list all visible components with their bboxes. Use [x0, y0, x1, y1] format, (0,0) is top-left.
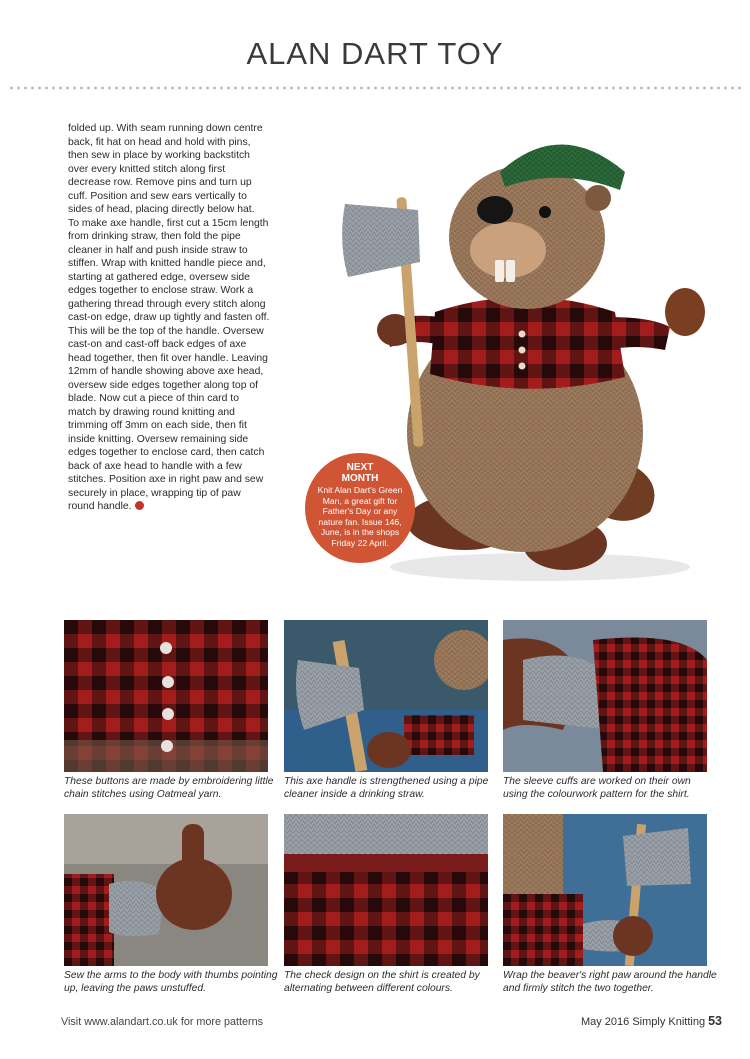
footer-website: Visit www.alandart.co.uk for more patterns: [61, 1016, 264, 1028]
article-body: [68, 122, 270, 514]
photo-paw-axe: [503, 814, 707, 966]
next-month-text: Knit Alan Dart's Green Man, a great gift for Father's Day or any nature fan. Issue 146, June, is in the shops Friday 22 April.: [317, 485, 403, 548]
photo-caption: The sleeve cuffs are worked on their own using the colourwork pattern for the shirt.: [503, 776, 691, 800]
next-month-heading: NEXT MONTH: [341, 462, 379, 484]
photo-arm-paw: [64, 814, 268, 966]
photo-caption: This axe handle is strengthened using a pipe cleaner inside a drinking straw.: [284, 776, 489, 800]
article-paragraph: folded up. With seam running down centre back, fit hat on head and hold with pins, then sew in place by working backstitch over every knitted stitch along first decrease row. Remove pins and turn up cuff. Position and sew ears vertically to sides of head, placing directly below hat.: [68, 123, 263, 215]
page-number: 53: [708, 1014, 722, 1028]
photo-axe-handle: [284, 620, 488, 772]
photo-check-design: [284, 814, 488, 966]
dotted-divider: [8, 86, 742, 90]
photo-shirt-buttons: [64, 620, 268, 772]
next-month-badge: [305, 453, 415, 563]
article-paragraph: To make axe handle, first cut a 15cm length from drinking straw, then fold the pipe cleaner in half and push inside straw to stiffen. Wrap with knitted handle piece and, starting at gathered edge, oversew side edges together to enclose straw. Work a gathering thread through every stitch along cast-on edge, draw up tightly and fasten off. This will be the top of the handle. Oversew cast-on and cast-off back edges of axe head together, then fit over handle. Leaving 12mm of handle showing above axe head, oversew side edges together along top of blade. Now cut a piece of thin card to match by drawing round knitting and trimming off 3mm on each side, then fit inside knitting. Oversew remaining side edges together to enclose card, then catch back of axe head to handle with a few stitches. Position axe in right paw and sew securely in place, wrapping tip of paw round handle.: [68, 217, 270, 512]
footer-issue: May 2016 Simply Knitting 53: [580, 1014, 722, 1028]
photo-sleeve-cuff: [503, 620, 707, 772]
photo-caption: These buttons are made by embroidering little chain stitches using Oatmeal yarn.: [64, 776, 274, 800]
yarn-ball-end-icon: [135, 501, 144, 510]
photo-caption: Wrap the beaver's right paw around the handle and firmly stitch the two together.: [503, 970, 717, 994]
page-title: ALAN DART TOY: [246, 36, 504, 71]
photo-caption: Sew the arms to the body with thumbs pointing up, leaving the paws unstuffed.: [64, 970, 278, 994]
photo-caption: The check design on the shirt is created by alternating between different colours.: [284, 970, 480, 994]
